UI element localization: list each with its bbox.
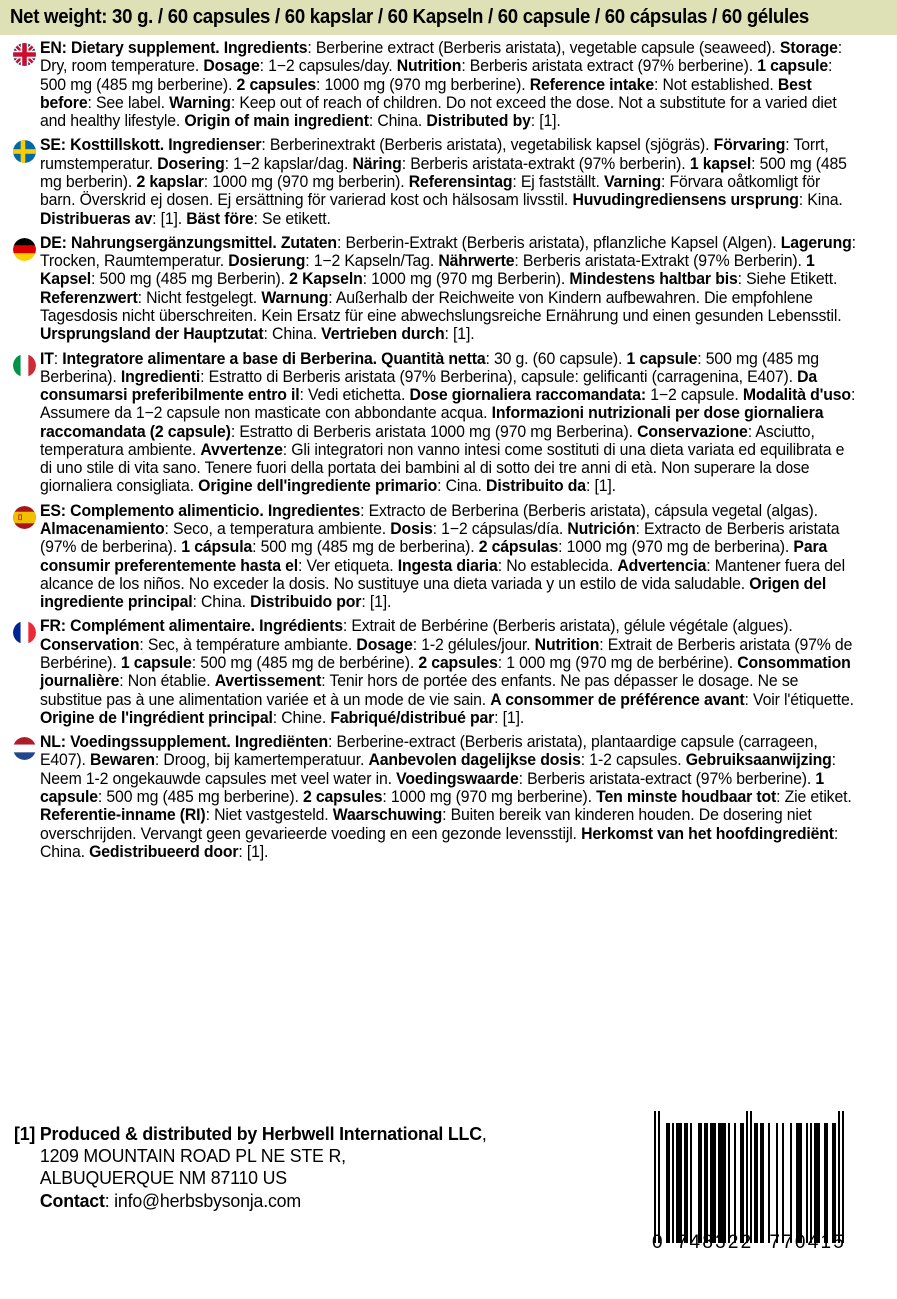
flag-spain-icon (13, 506, 36, 529)
language-block-en (8, 39, 889, 130)
barcode-right-group: 770415 (769, 1232, 846, 1253)
company-contact-line (14, 1190, 591, 1212)
flag-cell-en (8, 39, 40, 66)
barcode-left-group: 748322 (676, 1232, 754, 1253)
contact-value: : info@herbsbysonja.com (104, 1189, 301, 1211)
language-text-es: ES: Complemento alimenticio. Ingredientes: Extracto de Berberina (Berberis aristata), cápsula vegetal (algas). Almacenamiento: Seco, a temperatura ambiente. Dosis: 1−2 cápsulas/día. Nutrición: Extracto de Berberis aristata (97% de berberina). 1 cápsula: 500 mg (485 mg de berberina). 2 cápsulas: 1000 mg (970 mg de berberina). Para consumir preferentemente hasta el: Ver etiqueta. Ingesta diaria: No establecida. Advertencia: Mantener fuera del alcance de los niños. No exceder la dosis. No sustituye una dieta variada y un estilo de vida saludable. Origen del ingrediente principal: China. Distribuido por: [1]. (40, 501, 845, 612)
language-text-en: EN: Dietary supplement. Ingredients: Berberine extract (Berberis aristata), vegetable capsule (seaweed). Storage: Dry, room temperature. Dosage: 1−2 capsules/day. Nutrition: Berberis aristata extract (97% berberine). 1 capsule: 500 mg (485 mg berberine). 2 capsules: 1000 mg (970 mg berberine). Reference intake: Not established. Best before: See label. Warning: Keep out of reach of children. Do not exceed the dose. Not a substitute for a varied diet and healthy lifestyle. Origin of main ingredient: China. Distributed by: [1]. (40, 39, 843, 131)
company-address-line-1: 1209 MOUNTAIN ROAD PL NE STE R, (39, 1145, 346, 1167)
company-name: Produced & distributed by Herbwell International LLC (39, 1123, 482, 1144)
language-text-se: SE: Kosttillskott. Ingredienser: Berberinextrakt (Berberis aristata), vegetabilisk kapsel (sjögräs). Förvaring: Torrt, rumstemperatur. Dosering: 1−2 kapslar/dag. Näring: Berberis aristata-extrakt (97% berberin). 1 kapsel: 500 mg (485 mg berberin). 2 kapslar: 1000 mg (970 mg berberin). Referensintag: Ej fastställt. Varning: Förvara oåtkomligt för barn. Överskrid ej dosen. Ej ersättning för varierad kost och hälsosam livsstil. Huvudingrediensens ursprung: Kina. Distribueras av: [1]. Bäst före: Se etikett. (40, 136, 847, 228)
company-name-suffix: , (481, 1123, 487, 1144)
language-block-fr (8, 617, 889, 727)
flag-cell-fr (8, 617, 40, 644)
contact-label: Contact (39, 1189, 105, 1211)
language-block-es (8, 502, 889, 612)
language-block-nl (8, 733, 889, 861)
barcode-bars (654, 1111, 844, 1243)
flag-cell-it (8, 350, 40, 377)
flag-cell-nl (8, 733, 40, 760)
company-name-line (14, 1123, 591, 1145)
flag-netherlands-icon (13, 737, 36, 760)
company-address-line-2: ALBUQUERQUE NM 87110 US (39, 1167, 287, 1189)
flag-uk-icon (13, 43, 36, 66)
flag-cell-es (8, 502, 40, 529)
barcode (615, 1089, 883, 1254)
language-block-de (8, 234, 889, 344)
language-text-de: DE: Nahrungsergänzungsmittel. Zutaten: Berberin-Extrakt (Berberis aristata), pflanzliche Kapsel (Algen). Lagerung: Trocken, Raumtemperatur. Dosierung: 1−2 Kapseln/Tag. Nährwerte: Berberis aristata-Extrakt (97% Berberin). 1 Kapsel: 500 mg (485 mg Berberin). 2 Kapseln: 1000 mg (970 mg Berberin). Mindestens haltbar bis: Siehe Etikett. Referenzwert: Nicht festgelegt. Warnung: Außerhalb der Reichweite von Kindern aufbewahren. Die empfohlene Tagesdosis nicht überschreiten. Kein Ersatz für eine abwechslungsreiche Ernährung und einen gesunden Lebensstil. Ursprungsland der Hauptzutat: China. Vertrieben durch: [1]. (40, 233, 856, 344)
flag-germany-icon (13, 238, 36, 261)
flag-cell-de (8, 234, 40, 261)
company-info (14, 1089, 615, 1212)
language-sections (0, 35, 897, 861)
language-block-it (8, 350, 889, 496)
net-weight-text: Net weight: 30 g. / 60 capsules / 60 kapslar / 60 Kapseln / 60 capsule / 60 cápsulas / 60 gélules (10, 6, 809, 28)
flag-france-icon (13, 621, 36, 644)
flag-cell-se (8, 136, 40, 163)
barcode-lead-digit: 0 (652, 1232, 665, 1253)
language-text-nl: NL: Voedingssupplement. Ingrediënten: Berberine-extract (Berberis aristata), plantaardige capsule (carrageen, E407). Bewaren: Droog, bij kamertemperatuur. Aanbevolen dagelijkse dosis: 1-2 capsules. Gebruiksaanwijzing: Neem 1-2 ongekauwde capsules met veel water in. Voedingswaarde: Berberis aristata-extract (97% berberine). 1 capsule: 500 mg (485 mg berberine). 2 capsules: 1000 mg (970 mg berberine). Ten minste houdbaar tot: Zie etiket. Referentie-inname (RI): Niet vastgesteld. Waarschuwing: Buiten bereik van kinderen houden. De dosering niet overschrijden. Vervangt geen gevarieerde voeding en een gezonde levensstijl. Herkomst van het hoofdingrediënt: China. Gedistribueerd door: [1]. (40, 733, 852, 861)
language-text-it: IT: Integratore alimentare a base di Berberina. Quantità netta: 30 g. (60 capsule). 1 capsule: 500 mg (485 mg Berberina). Ingredienti: Estratto di Berberis aristata (97% Berberina), capsule: gelificanti (carragenina, E407). Da consumarsi preferibilmente entro il: Vedi etichetta. Dose giornaliera raccomandata: 1−2 capsule. Modalità d'uso: Assumere da 1−2 capsule non masticate con abbondante acqua. Informazioni nutrizionali per dose giornaliera raccomandata (2 capsule): Estratto di Berberis aristata 1000 mg (970 mg Berberina). Conservazione: Asciutto, temperatura ambiente. Avvertenze: Gli integratori non vanno intesi come sostituti di una dieta variata ed equilibrata e di uno stile di vita sano. Tenere fuori della portata dei bambini al di sotto dei tre anni di età. Non superare la dose giornaliera consigliata. Origine dell'ingrediente primario: Cina. Distribuito da: [1]. (40, 349, 856, 496)
language-text-fr: FR: Complément alimentaire. Ingrédients: Extrait de Berbérine (Berberis aristata), gélule végétale (algues). Conservation: Sec, à température ambiante. Dosage: 1-2 gélules/jour. Nutrition: Extrait de Berberis aristata (97% de Berbérine). 1 capsule: 500 mg (485 mg de berbérine). 2 capsules: 1 000 mg (970 mg de berbérine). Consommation journalière: Non établie. Avertissement: Tenir hors de portée des enfants. Ne pas dépasser le dosage. Ne se substitue pas à une alimentation variée et à un mode de vie sain. A consommer de préférence avant: Voir l'étiquette. Origine de l'ingrédient principal: Chine. Fabriqué/distribué par: [1]. (40, 617, 854, 727)
footer (0, 1089, 897, 1299)
flag-italy-icon (13, 354, 36, 377)
language-block-se (8, 136, 889, 227)
barcode-digits (615, 1232, 883, 1254)
company-ref: [1] (14, 1123, 40, 1144)
flag-sweden-icon (13, 140, 36, 163)
net-weight-band (0, 0, 897, 35)
